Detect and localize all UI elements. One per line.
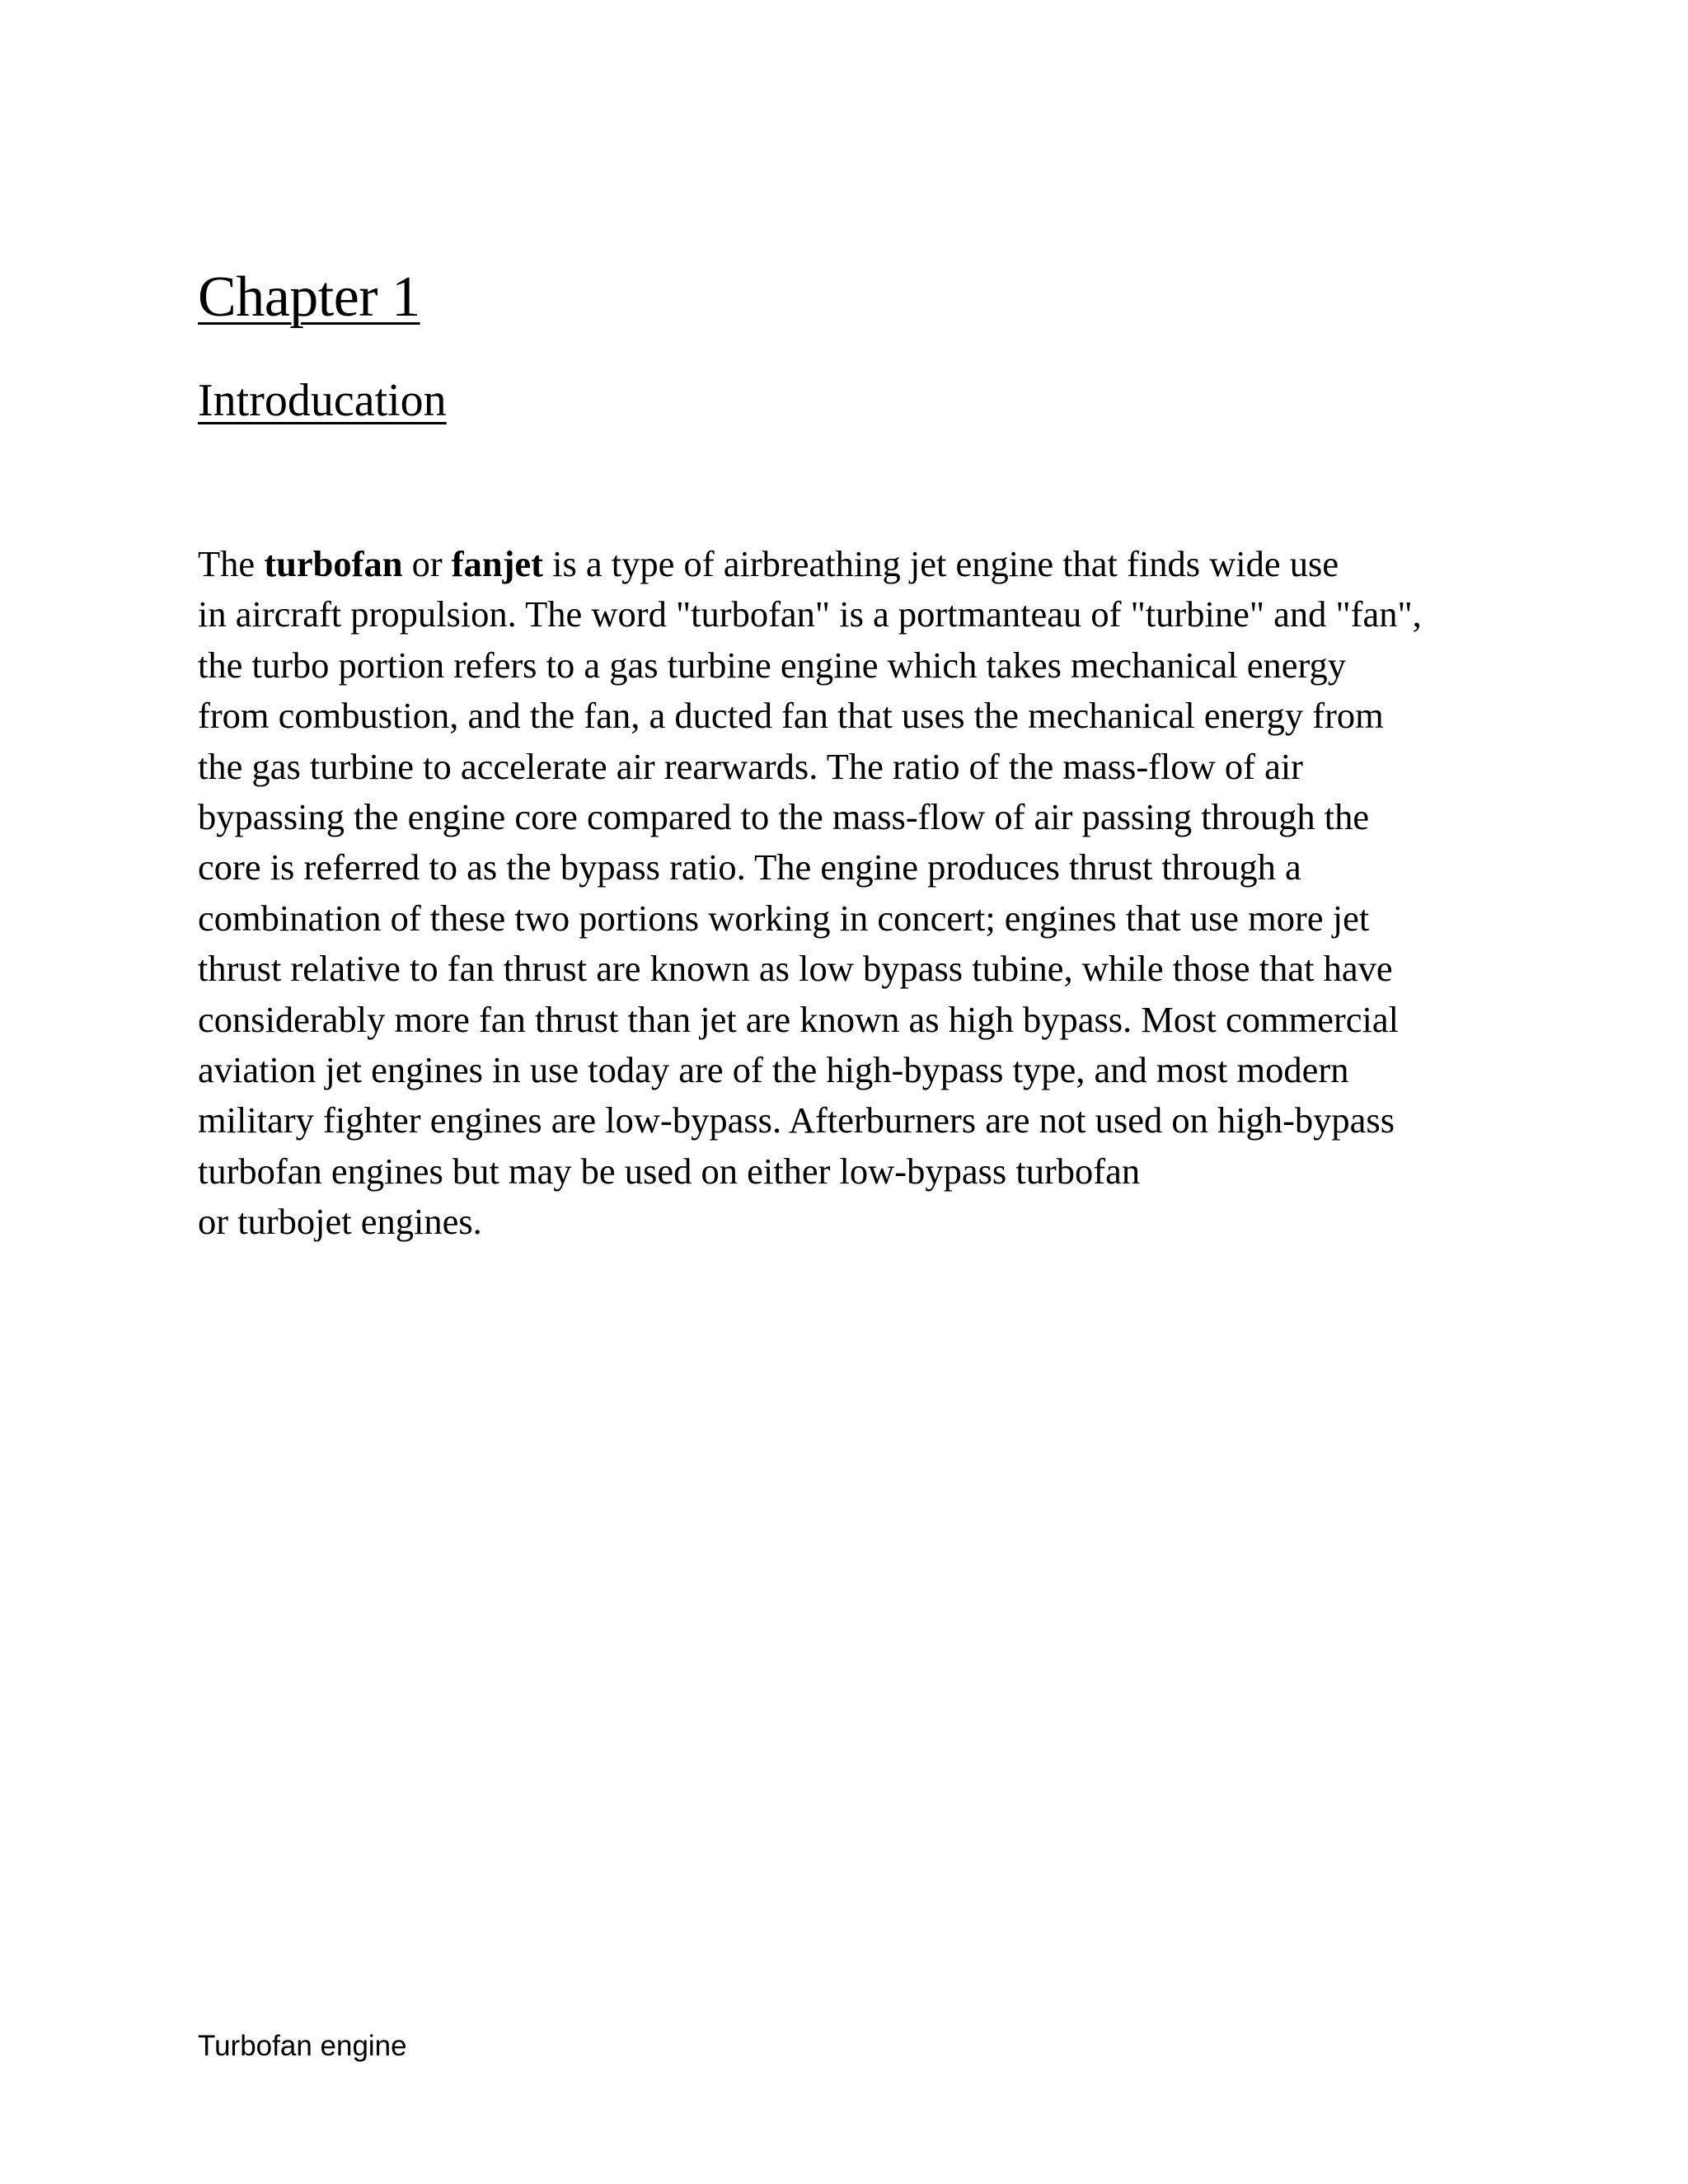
paragraph-line: aviation jet engines in use today are of the high-bypass type, and most modern bbox=[198, 1049, 1349, 1091]
paragraph-line: in aircraft propulsion. The word "turbofan" is a portmanteau of "turbine" and "fan", bbox=[198, 593, 1422, 635]
intro-paragraph bbox=[198, 539, 1517, 1248]
paragraph-line: or turbojet engines. bbox=[198, 1201, 482, 1243]
section-title: Introducation bbox=[198, 375, 447, 426]
term-turbofan: turbofan bbox=[264, 543, 403, 584]
paragraph-line: combination of these two portions working in concert; engines that use more jet bbox=[198, 897, 1370, 939]
paragraph-line: thrust relative to fan thrust are known as low bypass tubine, while those that have bbox=[198, 948, 1393, 990]
paragraph-line: military fighter engines are low-bypass. Afterburners are not used on high-bypass bbox=[198, 1099, 1395, 1141]
chapter-title: Chapter 1 bbox=[198, 265, 420, 329]
page-footer: Turbofan engine bbox=[198, 2030, 407, 2062]
text-run: The bbox=[198, 543, 265, 584]
text-run: or bbox=[402, 543, 452, 584]
paragraph-line: the turbo portion refers to a gas turbine engine which takes mechanical energy bbox=[198, 644, 1347, 686]
paragraph-line: core is referred to as the bypass ratio. The engine produces thrust through a bbox=[198, 846, 1301, 888]
term-fanjet: fanjet bbox=[451, 543, 543, 584]
paragraph-line: from combustion, and the fan, a ducted fan that uses the mechanical energy from bbox=[198, 695, 1384, 737]
paragraph-line: considerably more fan thrust than jet are known as high bypass. Most commercial bbox=[198, 998, 1400, 1040]
paragraph-line bbox=[198, 539, 1517, 589]
paragraph-line: the gas turbine to accelerate air rearwards. The ratio of the mass-flow of air bbox=[198, 745, 1303, 787]
paragraph-line: turbofan engines but may be used on either low-bypass turbofan bbox=[198, 1150, 1141, 1192]
paragraph-line: bypassing the engine core compared to the mass-flow of air passing through the bbox=[198, 796, 1370, 838]
text-run: is a type of airbreathing jet engine that finds wide use bbox=[543, 543, 1339, 584]
